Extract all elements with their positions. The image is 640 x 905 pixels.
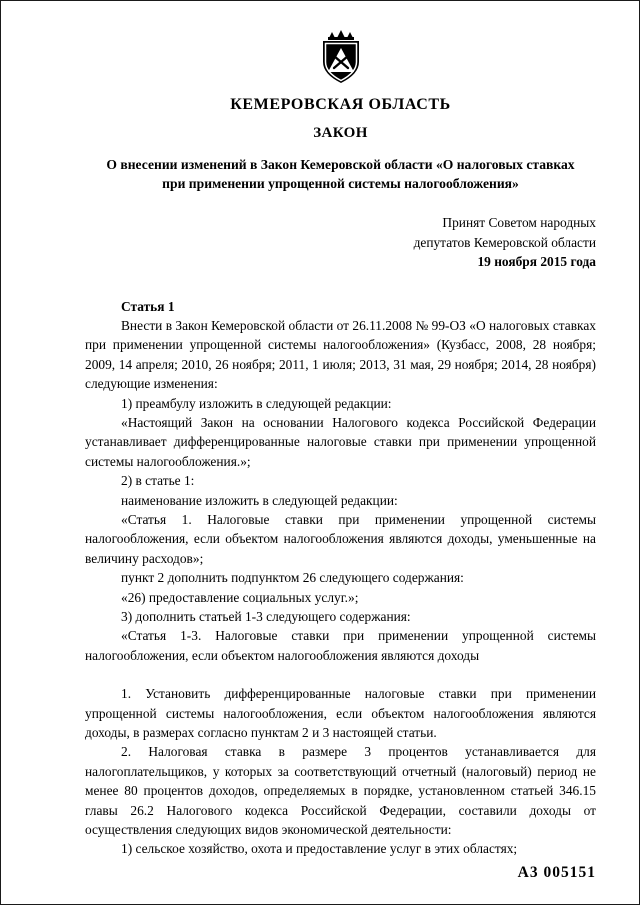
document-body: [85, 297, 596, 859]
adoption-date: 19 ноября 2015 года: [477, 254, 596, 269]
form-serial-number: А3 005151: [517, 864, 596, 881]
paragraph: 3) дополнить статьей 1-3 следующего содержания:: [121, 609, 411, 624]
adoption-line: депутатов Кемеровской области: [413, 234, 596, 250]
paragraph: 1. Установить дифференцированные налоговые ставки при применении упрощенной системы налогообложения, если объектом налогообложения являются доходы, в размерах согласно пунктам 2 и 3 настоящей статьи.: [85, 686, 596, 741]
paragraph: 1) сельское хозяйство, охота и предоставление услуг в этих областях;: [121, 841, 518, 857]
adoption-block: [85, 213, 596, 272]
paragraph: Внести в Закон Кемеровской области от 26.11.2008 № 99-ОЗ «О налоговых ставках при применении упрощенной системы налогообложения» (Кузбасс, 2008, 28 ноября; 2009, 14 апреля; 2010, 26 ноября; 2011, 1 июля; 2013, 31 мая, 29 ноября; 2014, 28 ноября) следующие изменения:: [85, 317, 596, 392]
paragraph: 1) преамбулу изложить в следующей редакции:: [121, 395, 392, 411]
paragraph: пункт 2 дополнить подпунктом 26 следующего содержания:: [121, 570, 464, 586]
coat-of-arms-icon: [85, 29, 596, 90]
adoption-line: Принят Советом народных: [442, 215, 596, 230]
region-name: КЕМЕРОВСКАЯ ОБЛАСТЬ: [230, 96, 451, 113]
paragraph: наименование изложить в следующей редакции:: [121, 492, 398, 508]
document-type: ЗАКОН: [313, 125, 368, 141]
paragraph: «Статья 1. Налоговые ставки при применении упрощенной системы налогообложения, если объектом налогообложения являются доходы, уменьшенные на величину расходов»;: [85, 511, 596, 566]
document-title: О внесении изменений в Закон Кемеровской области «О налоговых ставках при применении упрощенной системы налогообложения»: [106, 157, 575, 191]
paragraph: «26) предоставление социальных услуг.»;: [121, 589, 359, 605]
paragraph: «Статья 1-3. Налоговые ставки при применении упрощенной системы налогообложения, если объектом налогообложения являются доходы: [85, 628, 596, 663]
article-heading: Статья 1: [121, 298, 175, 314]
paragraph: 2) в статье 1:: [121, 473, 195, 489]
paragraph: 2. Налоговая ставка в размере 3 процентов устанавливается для налогоплательщиков, у которых за соответствующий отчетный (налоговый) период не менее 80 процентов доходов, определяемых в порядке, установленном статьей 346.15 главы 26.2 Налогового кодекса Российской Федерации, составили доходы от осуществления следующих видов экономической деятельности:: [85, 744, 596, 838]
paragraph: «Настоящий Закон на основании Налогового кодекса Российской Федерации устанавливает дифференцированные налоговые ставки при применении упрощенной системы налогообложения.»;: [85, 414, 596, 469]
